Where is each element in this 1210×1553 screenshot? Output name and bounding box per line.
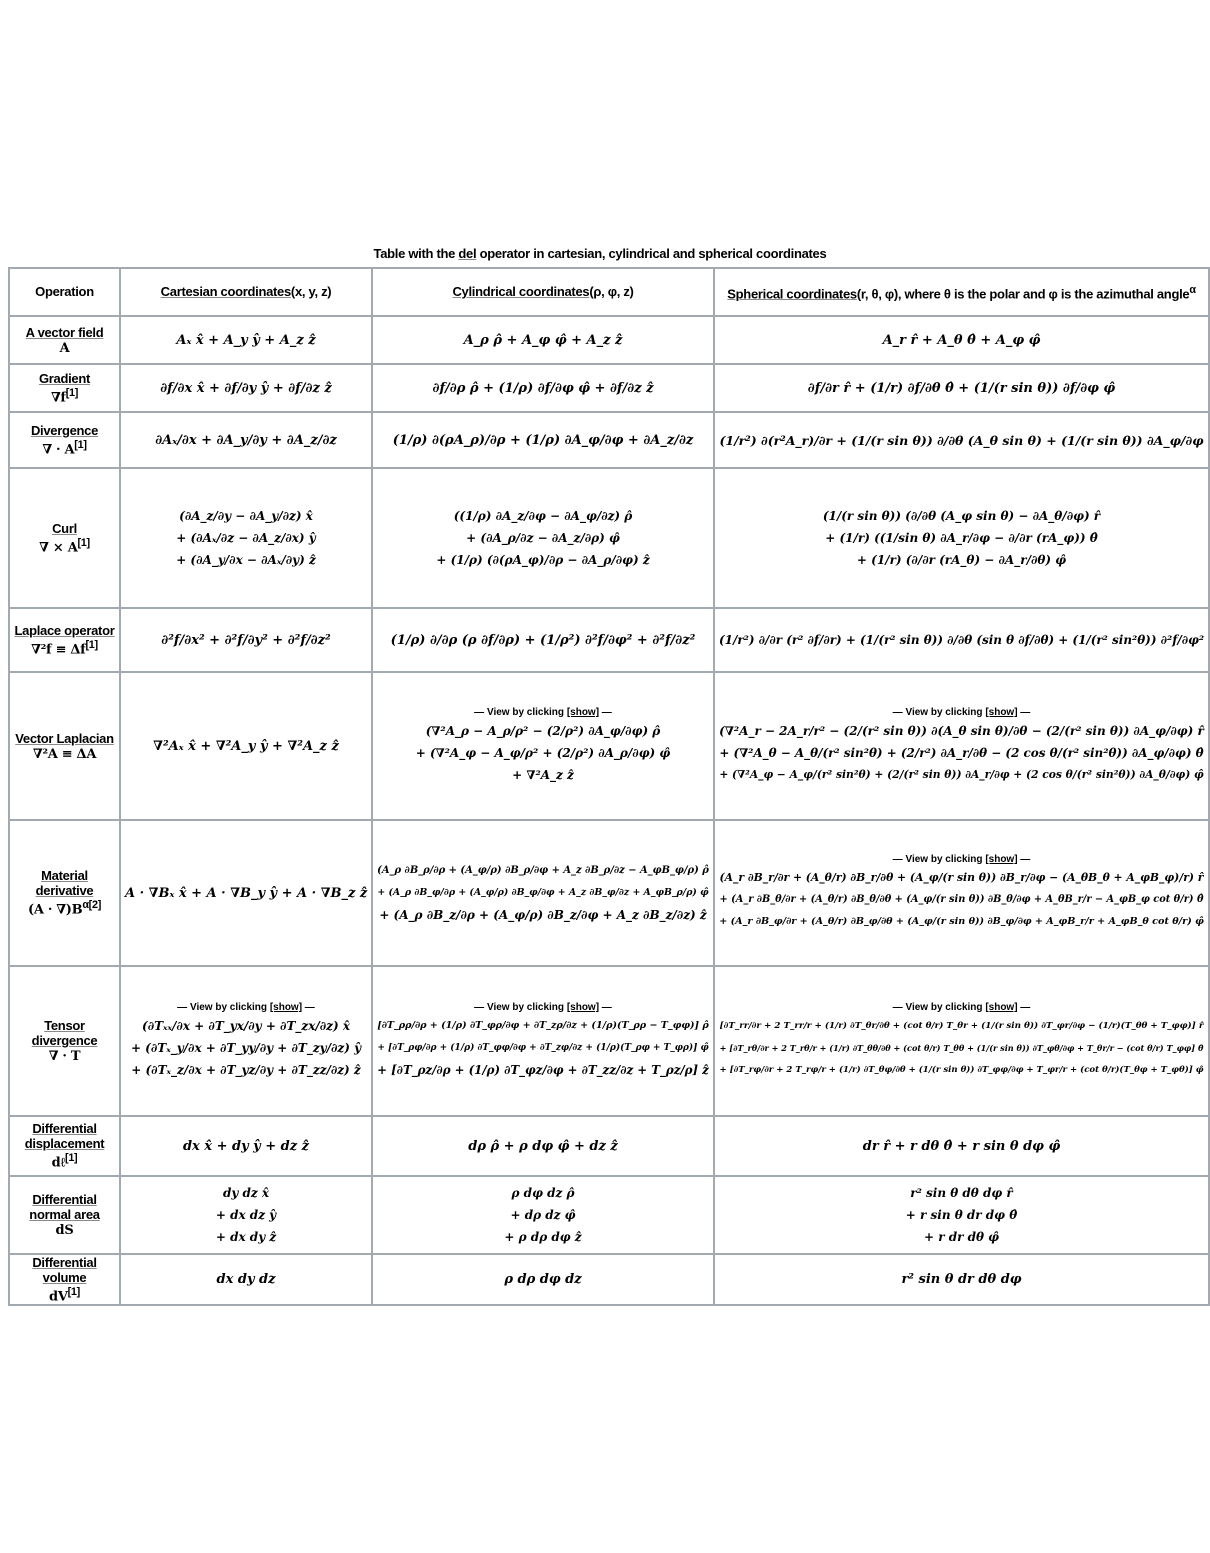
reference-link[interactable]: [1] xyxy=(67,1286,80,1298)
show-prefix: — View by clicking xyxy=(474,1002,567,1013)
operation-cell xyxy=(9,672,120,820)
formula-line: ∂Aₓ/∂x + ∂A_y/∂y + ∂A_z/∂z xyxy=(155,432,337,448)
cyl-formula-cell xyxy=(372,608,714,672)
show-prefix: — View by clicking xyxy=(892,1002,986,1013)
formula-line: + (A_ρ ∂B_z/∂ρ + (A_φ/ρ) ∂B_z/∂φ + A_z ∂B_z/∂z) ẑ xyxy=(379,908,707,922)
cyl-formula-cell xyxy=(372,468,714,608)
show-prefix: — View by clicking xyxy=(892,854,986,865)
formula-line: + (∇²A_φ − A_φ/ρ² + (2/ρ²) ∂A_ρ/∂φ) φ̂ xyxy=(415,746,671,760)
reference-link[interactable]: [1] xyxy=(65,1152,78,1165)
sph-formula-cell xyxy=(714,672,1209,820)
formula-line: + [∂T_ρz/∂ρ + (1/ρ) ∂T_φz/∂φ + ∂T_zz/∂z + T_ρz/ρ] ẑ xyxy=(377,1063,709,1077)
formula-line: (A_r ∂B_r/∂r + (A_θ/r) ∂B_r/∂θ + (A_φ/(r sin θ)) ∂B_r/∂φ − (A_θB_θ + A_φB_φ)/r) r̂ xyxy=(719,871,1204,884)
formula-line: + (1/ρ) (∂(ρA_φ)/∂ρ − ∂A_ρ/∂φ) ẑ xyxy=(436,553,650,567)
formula-line: dρ ρ̂ + ρ dφ φ̂ + dz ẑ xyxy=(468,1138,618,1154)
formula-line: (1/(r sin θ)) (∂/∂θ (A_φ sin θ) − ∂A_θ/∂φ) r̂ xyxy=(822,509,1101,523)
cart-formula-cell xyxy=(120,1116,372,1176)
cylindrical-coordinates-link[interactable]: Cylindrical coordinates xyxy=(452,284,590,299)
formula-line: [∂T_rr/∂r + 2 T_rr/r + (1/r) ∂T_θr/∂θ + (cot θ/r) T_θr + (1/(r sin θ)) ∂T_φr/∂φ − (1/r)(T_θθ + T_φφ)] r̂ xyxy=(719,1021,1204,1031)
show-toggle xyxy=(719,1001,1204,1015)
table-row xyxy=(9,316,1209,364)
caption-suffix: operator in cartesian, cylindrical and spherical coordinates xyxy=(476,246,827,261)
del-operator-table xyxy=(8,267,1210,1306)
cart-formula-cell xyxy=(120,608,372,672)
sph-formula-cell xyxy=(714,1254,1209,1305)
header-operation: Operation xyxy=(9,268,120,316)
table-row xyxy=(9,672,1209,820)
cyl-formula-cell xyxy=(372,820,714,966)
del-operator-table-wrapper xyxy=(8,267,1205,1305)
table-row xyxy=(9,608,1209,672)
table-caption xyxy=(0,246,1200,261)
show-link[interactable]: [show] xyxy=(566,1002,600,1013)
formula-line: (A_ρ ∂B_ρ/∂ρ + (A_φ/ρ) ∂B_ρ/∂φ + A_z ∂B_ρ/∂z − A_φB_φ/ρ) ρ̂ xyxy=(377,865,709,876)
show-link[interactable]: [show] xyxy=(985,1002,1018,1013)
cart-formula-cell xyxy=(120,1254,372,1305)
formula-line: + (A_ρ ∂B_φ/∂ρ + (A_φ/ρ) ∂B_φ/∂φ + A_z ∂B_φ/∂z + A_φB_ρ/ρ) φ̂ xyxy=(377,887,709,898)
show-link[interactable]: [show] xyxy=(269,1002,303,1013)
formula-line: ∂²f/∂x² + ∂²f/∂y² + ∂²f/∂z² xyxy=(161,632,331,648)
cart-formula-cell xyxy=(120,316,372,364)
show-link[interactable]: [show] xyxy=(985,854,1018,865)
cyl-formula-cell xyxy=(372,1176,714,1254)
header-spherical xyxy=(714,268,1209,316)
operation-symbol: dℓ xyxy=(51,1155,66,1171)
formula-line: ∇²Aₓ x̂ + ∇²A_y ŷ + ∇²A_z ẑ xyxy=(153,738,339,754)
cyl-formula-cell xyxy=(372,364,714,412)
show-toggle xyxy=(719,706,1204,720)
operation-cell xyxy=(9,966,120,1116)
formula-line: (∂A_z/∂y − ∂A_y/∂z) x̂ xyxy=(179,509,313,523)
operation-link[interactable]: Divergence xyxy=(30,422,99,438)
cart-formula-cell xyxy=(120,672,372,820)
show-suffix: — xyxy=(1017,1002,1031,1013)
reference-link[interactable]: [1] xyxy=(74,438,87,451)
formula-line: + (∂A_y/∂x − ∂Aₓ/∂y) ẑ xyxy=(176,553,316,567)
formula-line: A · ∇Bₓ x̂ + A · ∇B_y ŷ + A · ∇B_z ẑ xyxy=(125,885,368,901)
operation-link[interactable]: Laplace operator xyxy=(14,622,115,638)
formula-line: + (∂A_ρ/∂z − ∂A_z/∂ρ) φ̂ xyxy=(466,531,620,545)
table-row xyxy=(9,820,1209,966)
cylindrical-vars: (ρ, φ, z) xyxy=(589,284,634,299)
formula-line: + (∇²A_φ − A_φ/(r² sin²θ) + (2/(r² sin θ)) ∂A_r/∂φ + (2 cos θ/(r² sin²θ)) ∂A_θ/∂φ) φ̂ xyxy=(719,768,1204,781)
formula-line: + (∂Tₓ_z/∂x + ∂T_yz/∂y + ∂T_zz/∂z) ẑ xyxy=(131,1063,361,1077)
show-toggle xyxy=(377,1001,709,1015)
formula-line: (∂Tₓₓ/∂x + ∂T_yx/∂y + ∂T_zx/∂z) x̂ xyxy=(142,1019,350,1033)
formula-line: + [∂T_ρφ/∂ρ + (1/ρ) ∂T_φφ/∂φ + ∂T_zφ/∂z + (1/ρ)(T_ρφ + T_φρ)] φ̂ xyxy=(377,1043,709,1053)
sph-formula-cell xyxy=(714,820,1209,966)
formula-line: + (1/r) (∂/∂r (rA_θ) − ∂A_r/∂θ) φ̂ xyxy=(856,553,1067,567)
formula-line: (∇²A_ρ − A_ρ/ρ² − (2/ρ²) ∂A_φ/∂φ) ρ̂ xyxy=(425,724,661,738)
sph-formula-cell xyxy=(714,364,1209,412)
formula-line: ((1/ρ) ∂A_z/∂φ − ∂A_φ/∂z) ρ̂ xyxy=(453,509,633,523)
formula-line: + [∂T_rφ/∂r + 2 T_rφ/r + (1/r) ∂T_θφ/∂θ + (1/(r sin θ)) ∂T_φφ/∂φ + T_φr/r + (cot θ/r)(T_θφ + T_φθ)] φ̂ xyxy=(719,1065,1204,1075)
formula-line: A_r r̂ + A_θ θ̂ + A_φ φ̂ xyxy=(882,332,1041,348)
operation-cell xyxy=(9,316,120,364)
operation-link[interactable]: A vector field xyxy=(25,324,104,340)
del-link[interactable]: del xyxy=(458,246,477,261)
show-toggle xyxy=(377,706,709,720)
cyl-formula-cell xyxy=(372,1254,714,1305)
formula-line: + [∂T_rθ/∂r + 2 T_rθ/r + (1/r) ∂T_θθ/∂θ + (cot θ/r) T_θθ + (1/(r sin θ)) ∂T_φθ/∂φ + T_θr/r − (cot θ/r) T_φφ] θ̂ xyxy=(719,1043,1204,1053)
operation-cell xyxy=(9,412,120,468)
cyl-formula-cell xyxy=(372,316,714,364)
formula-line: + dx dz ŷ xyxy=(215,1208,277,1222)
cart-formula-cell xyxy=(120,468,372,608)
operation-cell xyxy=(9,468,120,608)
operation-cell xyxy=(9,1116,120,1176)
formula-line: ∂f/∂ρ ρ̂ + (1/ρ) ∂f/∂φ φ̂ + ∂f/∂z ẑ xyxy=(432,380,654,396)
operation-link[interactable]: Material derivative xyxy=(35,868,94,899)
show-suffix: — xyxy=(1017,854,1031,865)
formula-line: ∂f/∂x x̂ + ∂f/∂y ŷ + ∂f/∂z ẑ xyxy=(160,380,332,396)
operation-cell xyxy=(9,820,120,966)
cyl-formula-cell xyxy=(372,672,714,820)
cartesian-vars: (x, y, z) xyxy=(290,284,332,299)
operation-cell xyxy=(9,608,120,672)
sph-formula-cell xyxy=(714,316,1209,364)
operation-symbol: ∇ × A xyxy=(39,540,78,556)
operation-link[interactable]: Gradient xyxy=(38,370,91,386)
formula-line: ρ dφ dz ρ̂ xyxy=(511,1186,575,1200)
formula-line: dx dy dz xyxy=(216,1272,276,1288)
formula-line: dr r̂ + r dθ θ̂ + r sin θ dφ φ̂ xyxy=(862,1138,1061,1154)
header-cylindrical xyxy=(372,268,714,316)
operation-symbol: dV xyxy=(49,1289,68,1305)
formula-line: ρ dρ dφ dz xyxy=(504,1272,582,1288)
show-toggle xyxy=(125,1001,367,1015)
spherical-coordinates-link[interactable]: Spherical coordinates xyxy=(727,286,857,302)
operation-cell xyxy=(9,1254,120,1305)
formula-line: (1/ρ) ∂(ρA_ρ)/∂ρ + (1/ρ) ∂A_φ/∂φ + ∂A_z/∂z xyxy=(392,432,694,448)
operation-symbol: A xyxy=(59,340,70,356)
table-row xyxy=(9,1254,1209,1305)
sph-formula-cell xyxy=(714,966,1209,1116)
operation-link[interactable]: Differential volume xyxy=(32,1255,97,1285)
cyl-formula-cell xyxy=(372,966,714,1116)
table-row xyxy=(9,966,1209,1116)
show-prefix: — View by clicking xyxy=(177,1002,270,1013)
formula-line: + (1/r) ((1/sin θ) ∂A_r/∂φ − ∂/∂r (rA_φ)) θ̂ xyxy=(825,531,1098,545)
formula-line: (1/ρ) ∂/∂ρ (ρ ∂f/∂ρ) + (1/ρ²) ∂²f/∂φ² + ∂²f/∂z² xyxy=(390,632,696,648)
sph-formula-cell xyxy=(714,468,1209,608)
show-link[interactable]: [show] xyxy=(566,707,600,718)
formula-line: + r sin θ dr dφ θ̂ xyxy=(905,1208,1018,1222)
cart-formula-cell xyxy=(120,364,372,412)
operation-symbol: ∇²A ≡ ΔA xyxy=(32,746,97,762)
table-body xyxy=(9,316,1209,1305)
formula-line: + dx dy ẑ xyxy=(215,1230,277,1244)
operation-symbol: dS xyxy=(55,1223,74,1238)
cart-formula-cell xyxy=(120,412,372,468)
operation-symbol: ∇ · T xyxy=(48,1049,81,1064)
formula-line: + dρ dz φ̂ xyxy=(510,1208,576,1222)
formula-line: Aₓ x̂ + A_y ŷ + A_z ẑ xyxy=(176,332,316,348)
show-prefix: — View by clicking xyxy=(892,707,986,718)
formula-line: A_ρ ρ̂ + A_φ φ̂ + A_z ẑ xyxy=(463,332,623,348)
table-row xyxy=(9,1176,1209,1254)
show-prefix: — View by clicking xyxy=(474,707,567,718)
formula-line: + (A_r ∂B_θ/∂r + (A_θ/r) ∂B_θ/∂θ + (A_φ/(r sin θ)) ∂B_θ/∂φ + A_θB_r/r − A_φB_φ cot θ/r) θ̂ xyxy=(719,894,1204,905)
cart-formula-cell xyxy=(120,820,372,966)
show-suffix: — xyxy=(599,707,612,718)
spherical-description: (r, θ, φ), where θ is the polar and φ is the azimuthal angle xyxy=(856,286,1190,302)
sph-formula-cell xyxy=(714,1116,1209,1176)
formula-line: r² sin θ dθ dφ r̂ xyxy=(910,1186,1013,1200)
formula-line: r² sin θ dr dθ dφ xyxy=(901,1272,1022,1288)
operation-link[interactable]: Vector Laplacian xyxy=(15,730,114,746)
table-row xyxy=(9,1116,1209,1176)
cyl-formula-cell xyxy=(372,1116,714,1176)
operation-link[interactable]: Differential displacement xyxy=(24,1121,105,1152)
cart-formula-cell xyxy=(120,966,372,1116)
sph-formula-cell xyxy=(714,1176,1209,1254)
formula-line: (1/r²) ∂/∂r (r² ∂f/∂r) + (1/(r² sin θ)) ∂/∂θ (sin θ ∂f/∂θ) + (1/(r² sin²θ)) ∂²f/∂φ² xyxy=(719,633,1205,647)
formula-line: (1/r²) ∂(r²A_r)/∂r + (1/(r sin θ)) ∂/∂θ (A_θ sin θ) + (1/(r sin θ)) ∂A_φ/∂φ xyxy=(719,432,1204,448)
table-row xyxy=(9,468,1209,608)
reference-link[interactable]: [1] xyxy=(85,638,98,651)
cartesian-coordinates-link[interactable]: Cartesian coordinates xyxy=(160,284,291,299)
header-row xyxy=(9,268,1209,316)
formula-line: dy dz x̂ xyxy=(222,1186,270,1200)
table-row xyxy=(9,364,1209,412)
formula-line: + (A_r ∂B_φ/∂r + (A_θ/r) ∂B_φ/∂θ + (A_φ/(r sin θ)) ∂B_φ/∂φ + A_φB_r/r + A_φB_θ cot θ/r) φ̂ xyxy=(719,916,1204,927)
formula-line: + ρ dρ dφ ẑ xyxy=(504,1230,582,1244)
show-suffix: — xyxy=(1017,707,1031,718)
header-cartesian xyxy=(120,268,372,316)
formula-line: + ∇²A_z ẑ xyxy=(512,768,574,782)
sph-formula-cell xyxy=(714,412,1209,468)
reference-link[interactable]: [1] xyxy=(65,386,79,399)
show-suffix: — xyxy=(599,1002,612,1013)
sph-formula-cell xyxy=(714,608,1209,672)
show-link[interactable]: [show] xyxy=(985,707,1018,718)
reference-link[interactable]: [1] xyxy=(77,536,90,549)
show-suffix: — xyxy=(302,1002,315,1013)
formula-line: + (∇²A_θ − A_θ/(r² sin²θ) + (2/r²) ∂A_r/∂θ − (2 cos θ/(r² sin²θ)) ∂A_φ/∂φ) θ̂ xyxy=(719,746,1204,760)
operation-link[interactable]: Curl xyxy=(52,520,77,536)
show-toggle xyxy=(719,853,1204,867)
formula-line: [∂T_ρρ/∂ρ + (1/ρ) ∂T_φρ/∂φ + ∂T_zρ/∂z + (1/ρ)(T_ρρ − T_φφ)] ρ̂ xyxy=(377,1020,709,1031)
formula-line: + r dr dθ φ̂ xyxy=(923,1230,1000,1244)
operation-link[interactable]: Tensor divergence xyxy=(31,1018,98,1048)
operation-symbol: ∇f xyxy=(50,390,66,406)
spherical-note-ref[interactable]: α xyxy=(1189,283,1196,296)
formula-line: ∂f/∂r r̂ + (1/r) ∂f/∂θ θ̂ + (1/(r sin θ)) ∂f/∂φ φ̂ xyxy=(807,380,1116,396)
operation-link[interactable]: Differential normal area xyxy=(29,1192,100,1222)
formula-line: dx x̂ + dy ŷ + dz ẑ xyxy=(182,1138,310,1154)
table-row xyxy=(9,412,1209,468)
operation-symbol: ∇²f ≡ Δf xyxy=(31,642,86,658)
cyl-formula-cell xyxy=(372,412,714,468)
reference-link[interactable]: α[2] xyxy=(82,899,102,912)
operation-symbol: (A · ∇)B xyxy=(27,902,83,918)
formula-line: + (∂Tₓ_y/∂x + ∂T_yy/∂y + ∂T_zy/∂z) ŷ xyxy=(130,1041,362,1055)
operation-symbol: ∇ · A xyxy=(42,442,75,458)
formula-line: (∇²A_r − 2A_r/r² − (2/(r² sin θ)) ∂(A_θ sin θ)/∂θ − (2/(r² sin θ)) ∂A_φ/∂φ) r̂ xyxy=(719,724,1204,738)
formula-line: + (∂Aₓ/∂z − ∂A_z/∂x) ŷ xyxy=(176,531,316,545)
cart-formula-cell xyxy=(120,1176,372,1254)
caption-prefix: Table with the xyxy=(373,246,459,261)
operation-cell xyxy=(9,1176,120,1254)
operation-cell xyxy=(9,364,120,412)
